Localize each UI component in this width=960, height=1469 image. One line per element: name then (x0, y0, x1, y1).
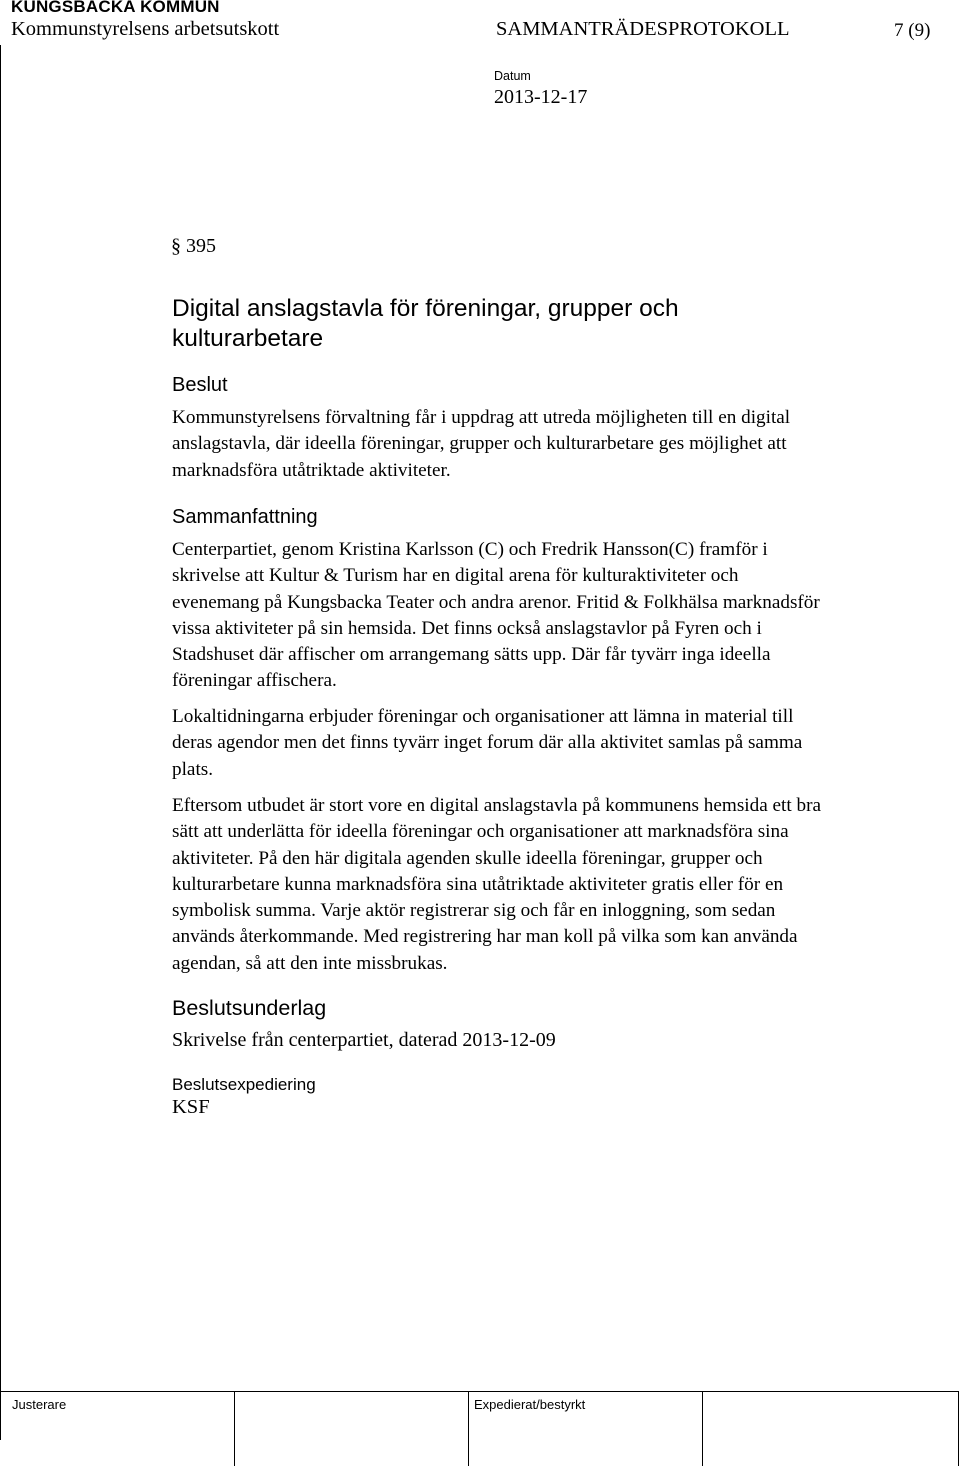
footer-divider (702, 1392, 703, 1466)
beslut-paragraph (172, 405, 932, 484)
section-symbol: § (171, 235, 181, 257)
paragraph-line: marknadsföra utåtriktade aktiviteter. (172, 459, 451, 481)
beslutsunderlag-text: Skrivelse från centerpartiet, daterad 2013-12-09 (172, 1029, 556, 1051)
paragraph-line: föreningar affischera. (172, 670, 337, 692)
beslut-heading: Beslut (172, 374, 228, 396)
page-number: 7 (9) (894, 20, 931, 41)
date-label: Datum (494, 69, 531, 83)
footer-divider (468, 1392, 469, 1466)
paragraph-line: evenemang på Kungsbacka Teater och andra arenor. Fritid & Folkhälsa marknadsför (172, 591, 820, 613)
paragraph-line: anslagstavla, där ideella föreningar, grupper och kulturarbetare ges möjlighet att (172, 433, 787, 455)
paragraph-line: Stadshuset där affischer om arrangemang sätts upp. Där får tyvärr inga ideella (172, 644, 771, 666)
paragraph-line: agendan, så att den inte missbrukas. (172, 952, 448, 974)
paragraph-line: symbolisk summa. Varje aktör registrerar sig och får en inloggning, som sedan (172, 900, 776, 922)
beslutsunderlag-heading: Beslutsunderlag (172, 996, 327, 1020)
summary-paragraph-3 (172, 793, 932, 977)
paragraph-line: används återkommande. Med registrering har man koll på vilka som kan använda (172, 926, 798, 948)
justerare-label: Justerare (12, 1397, 67, 1412)
title-line: Digital anslagstavla för föreningar, grupper och (172, 295, 679, 322)
paragraph-line: plats. (172, 758, 214, 780)
footer-divider (234, 1392, 235, 1466)
paragraph-line: aktiviteter. På den här digitala agenden skulle ideella föreningar, grupper och (172, 847, 763, 869)
paragraph-line: sätt att underlätta för ideella föreningar och organisationer att marknadsföra sina (172, 821, 789, 843)
org-name: KUNGSBACKA KOMMUN (11, 0, 220, 16)
beslutsexpediering-value: KSF (172, 1096, 210, 1118)
beslutsexpediering-label: Beslutsexpediering (172, 1075, 316, 1094)
title-line: kulturarbetare (172, 325, 324, 352)
document-title (172, 294, 872, 354)
paragraph-line: vissa aktiviteter på sin hemsida. Det finns också anslagstavlor på Fyren och i (172, 617, 762, 639)
paragraph-line: Lokaltidningarna erbjuder föreningar och organisationer att lämna in material till (172, 706, 794, 727)
sammanfattning-heading: Sammanfattning (172, 506, 318, 528)
summary-paragraph-2 (172, 704, 932, 783)
paragraph-line: deras agendor men det finns tyvärr inget forum där alla aktivitet samlas på samma (172, 732, 803, 754)
paragraph-line: Kommunstyrelsens förvaltning får i uppdrag att utreda möjligheten till en digital (172, 407, 791, 428)
paragraph-line: kulturarbetare kunna marknadsföra sina utåtriktade aktiviteter gratis eller för en (172, 873, 784, 895)
paragraph-line: skrivelse att Kultur & Turism har en digital arena för kulturaktiviteter och (172, 565, 739, 587)
protocol-title: SAMMANTRÄDESPROTOKOLL (496, 18, 790, 40)
committee-name: Kommunstyrelsens arbetsutskott (11, 18, 280, 40)
section-number-value: 395 (186, 235, 216, 257)
margin-rule (0, 45, 1, 1440)
section-number (171, 235, 216, 258)
summary-paragraph-1 (172, 537, 932, 695)
date-value: 2013-12-17 (494, 86, 588, 108)
paragraph-line: Eftersom utbudet är stort vore en digital anslagstavla på kommunens hemsida ett bra (172, 795, 822, 816)
paragraph-line: Centerpartiet, genom Kristina Karlsson (C) och Fredrik Hansson(C) framför i (172, 539, 768, 560)
expedierat-label: Expedierat/bestyrkt (474, 1397, 586, 1412)
